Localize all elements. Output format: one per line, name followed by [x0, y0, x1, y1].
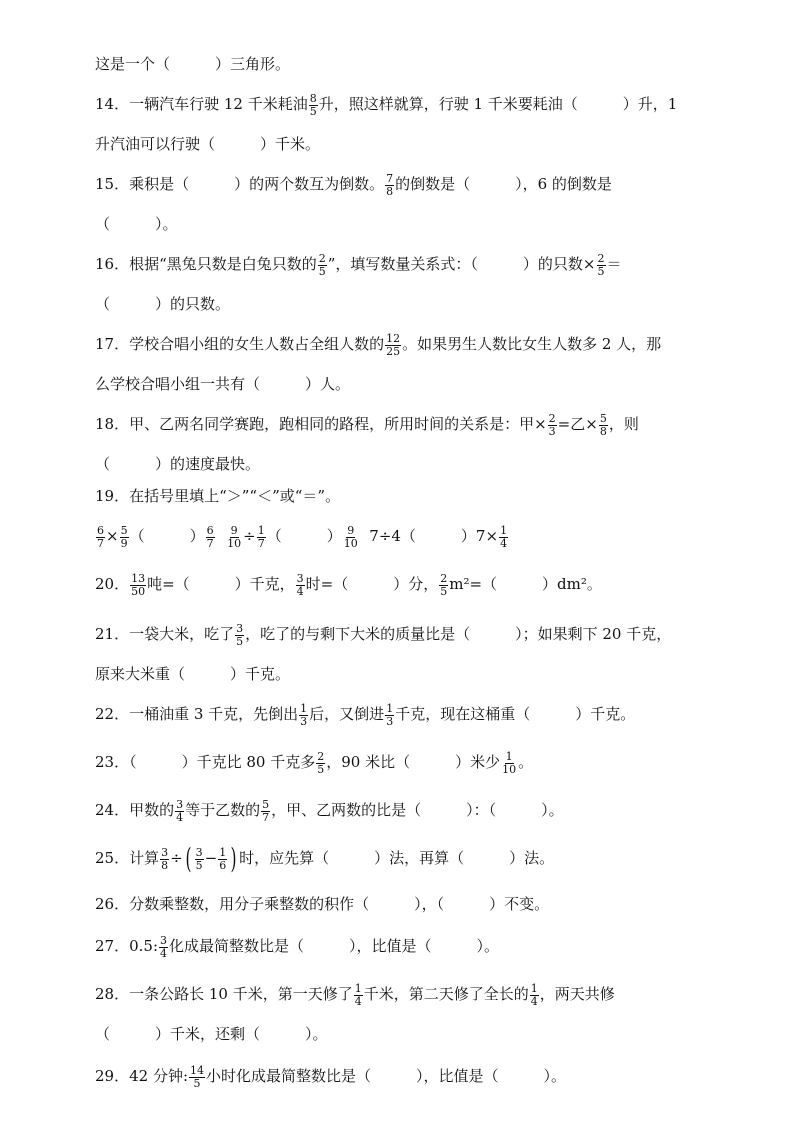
text: 19．在括号里填上“＞”“＜”或“＝”。	[95, 487, 341, 505]
question-28	[95, 982, 714, 1010]
question-18	[95, 412, 714, 440]
text: 24．甲数的	[95, 801, 175, 819]
question-16-cont	[95, 292, 714, 320]
text: 5	[597, 264, 605, 278]
question-29	[95, 1064, 714, 1092]
text: 1	[505, 749, 513, 763]
question-15	[95, 172, 714, 200]
text: ，甲、乙两数的比是（ ）：（ ）。	[271, 801, 564, 819]
text: 时=（ ）分，	[305, 575, 439, 593]
text: 7÷4（ ）7×	[369, 527, 499, 545]
fraction	[439, 573, 448, 598]
text: 小时化成最简整数比是（ ），比值是（ ）。	[206, 1067, 567, 1085]
question-17-cont	[95, 372, 714, 400]
question-25	[95, 842, 714, 875]
text: 10	[343, 536, 358, 550]
text: 6	[219, 858, 227, 872]
text: 4	[160, 946, 167, 960]
text: 7	[257, 536, 265, 550]
question-22	[95, 702, 714, 730]
left-paren: (	[185, 842, 192, 875]
text: ，两天共修	[539, 985, 615, 1003]
question-14-cont	[95, 132, 714, 160]
text: 后，又倒进	[309, 705, 385, 723]
text: 3	[160, 933, 167, 947]
text: 3	[236, 621, 244, 635]
text: （ ）	[266, 527, 342, 545]
text: 5	[599, 411, 607, 425]
text: 8	[161, 858, 169, 872]
text: 6	[206, 523, 214, 537]
text: ，吃了的与剩下大米的质量比是（ ）；如果剩下 20 千克，	[245, 625, 672, 643]
text: 5	[236, 634, 244, 648]
fraction	[599, 413, 608, 438]
fraction	[354, 983, 363, 1008]
text: 2	[317, 749, 325, 763]
text: 18．甲、乙两名同学赛跑，跑相同的路程，所用时间的关系是：甲×	[95, 415, 547, 433]
text: 20．	[95, 575, 130, 593]
text: 3	[161, 845, 169, 859]
question-21-cont	[95, 662, 714, 690]
text: 16．根据“黑兔只数是白兔只数的	[95, 255, 317, 273]
text: 7	[97, 536, 104, 550]
text: 原来大米重（ ）千克。	[95, 665, 291, 683]
question-20	[95, 572, 714, 600]
fraction	[499, 525, 508, 550]
text: 7	[386, 171, 394, 185]
text: 5	[440, 584, 448, 598]
text: 27．0.5:	[95, 937, 158, 955]
question-27	[95, 934, 714, 962]
text: 23．（ ）千克比 80 千克多	[95, 753, 316, 771]
text: 2	[440, 571, 448, 585]
question-24	[95, 798, 714, 826]
text: 3	[386, 714, 394, 728]
text: 9	[230, 523, 238, 537]
text: （ ）千米，还剩（ ）。	[95, 1025, 328, 1043]
text: 17．学校合唱小组的女生人数占全组人数的	[95, 335, 385, 353]
text: 的倒数是（ ），6 的倒数是	[395, 175, 612, 193]
text: 28．一条公路长 10 千米，第一天修了	[95, 985, 353, 1003]
text: ，则	[608, 415, 639, 433]
text: 15．乘积是（ ）的两个数互为倒数。	[95, 175, 385, 193]
fraction	[257, 525, 266, 550]
text: ”，填写数量关系式：（ ）的只数×	[327, 255, 596, 273]
fraction	[385, 703, 394, 728]
fraction	[385, 333, 401, 358]
fraction	[385, 173, 394, 198]
question-26	[95, 892, 714, 920]
fraction	[597, 253, 606, 278]
text: 50	[131, 584, 146, 598]
text: ×	[106, 527, 119, 545]
question-18-cont	[95, 452, 714, 480]
fraction	[175, 799, 184, 824]
text: 4	[354, 994, 362, 1008]
text: 5	[195, 858, 203, 872]
text: 升，照这样就算，行驶 1 千米要耗油（ ）升，1	[318, 95, 678, 113]
text: 么学校合唱小组一共有（ ）人。	[95, 375, 351, 393]
text: 1	[386, 701, 394, 715]
text: 10	[227, 536, 242, 550]
fraction	[296, 573, 305, 598]
question-21	[95, 622, 714, 650]
text: 5	[120, 523, 128, 537]
text: 5	[318, 264, 326, 278]
text: ＝	[606, 255, 622, 273]
text: 5	[317, 762, 325, 776]
text: 8	[386, 184, 394, 198]
fraction	[159, 935, 168, 960]
text: 4	[176, 810, 184, 824]
text: 2	[318, 251, 326, 265]
question-17	[95, 332, 714, 360]
fraction	[501, 751, 517, 776]
text: 1	[300, 701, 308, 715]
question-19	[95, 484, 714, 512]
text: 13	[131, 571, 146, 585]
text: 7	[262, 810, 270, 824]
text: 5	[193, 1076, 201, 1090]
text: ÷	[170, 849, 183, 867]
fraction	[343, 525, 359, 550]
text: 12	[386, 331, 401, 345]
text: 4	[296, 584, 304, 598]
text: 。如果男生人数比女生人数多 2 人，那	[402, 335, 662, 353]
text: 2	[597, 251, 605, 265]
text: ÷	[243, 527, 256, 545]
text: 5	[309, 104, 317, 118]
text: 14．一辆汽车行驶 12 千米耗油	[95, 95, 308, 113]
right-paren: )	[230, 842, 237, 875]
text: （ ）的只数。	[95, 295, 231, 313]
text: 7	[206, 536, 214, 550]
text: 千克，现在这桶重（ ）千克。	[395, 705, 636, 723]
fraction	[548, 413, 557, 438]
text: 3	[195, 845, 203, 859]
text: 千米，第二天修了全长的	[363, 985, 529, 1003]
q13-continuation	[95, 52, 714, 80]
text: m²=（ ）dm²。	[449, 575, 602, 593]
fraction	[130, 573, 146, 598]
question-28-cont	[95, 1022, 714, 1050]
text: 26．分数乘整数，用分子乘整数的积作（ ），（ ）不变。	[95, 895, 550, 913]
text: 9	[120, 536, 128, 550]
fraction	[316, 751, 325, 776]
text: 吨=（ ）千克，	[147, 575, 295, 593]
text: 4	[500, 536, 508, 550]
text: −	[204, 849, 218, 867]
text: 等于乙数的	[185, 801, 261, 819]
fraction	[96, 525, 105, 550]
text: 这是一个（ ）三角形。	[95, 55, 291, 73]
fraction	[261, 799, 270, 824]
text: 25．计算	[95, 849, 160, 867]
text: （ ）的速度最快。	[95, 455, 261, 473]
text: （ ）	[129, 527, 205, 545]
text: 3	[300, 714, 308, 728]
fraction	[195, 847, 204, 872]
text: 8	[599, 424, 607, 438]
text: 1	[354, 981, 362, 995]
text: 5	[262, 797, 270, 811]
text: ，90 米比（ ）米少	[326, 753, 501, 771]
question-16	[95, 252, 714, 280]
text: =乙×	[557, 415, 598, 433]
fraction	[218, 847, 227, 872]
text: 。	[518, 753, 534, 771]
text: 10	[502, 762, 517, 776]
text: 1	[257, 523, 265, 537]
fraction	[309, 93, 318, 118]
text: （ ）。	[95, 215, 178, 233]
fraction	[318, 253, 327, 278]
text: 9	[347, 523, 355, 537]
text: 3	[176, 797, 184, 811]
text: 化成最简整数比是（ ），比值是（ ）。	[169, 937, 500, 955]
text: 2	[548, 411, 556, 425]
text: 14	[190, 1063, 204, 1077]
fraction	[299, 703, 308, 728]
text: 6	[97, 523, 104, 537]
text: 29．42 分钟:	[95, 1067, 188, 1085]
text: 1	[500, 523, 508, 537]
question-15-cont	[95, 212, 714, 240]
fraction	[120, 525, 129, 550]
text: 3	[296, 571, 304, 585]
text: 升汽油可以行驶（ ）千米。	[95, 135, 321, 153]
question-23	[95, 750, 714, 778]
text: 21．一袋大米，吃了	[95, 625, 235, 643]
fraction	[189, 1065, 205, 1090]
fraction	[226, 525, 242, 550]
text: 1	[219, 845, 227, 859]
text: 3	[548, 424, 556, 438]
question-14	[95, 92, 714, 120]
fraction	[235, 623, 244, 648]
text: 25	[386, 344, 401, 358]
question-19-items	[95, 524, 714, 552]
text: 时，应先算（ ）法，再算（ ）法。	[239, 849, 555, 867]
fraction	[530, 983, 539, 1008]
fraction	[160, 847, 169, 872]
text: 4	[530, 994, 538, 1008]
text: 22．一桶油重 3 千克，先倒出	[95, 705, 299, 723]
fraction	[206, 525, 215, 550]
text: 8	[309, 91, 317, 105]
text: 1	[530, 981, 538, 995]
